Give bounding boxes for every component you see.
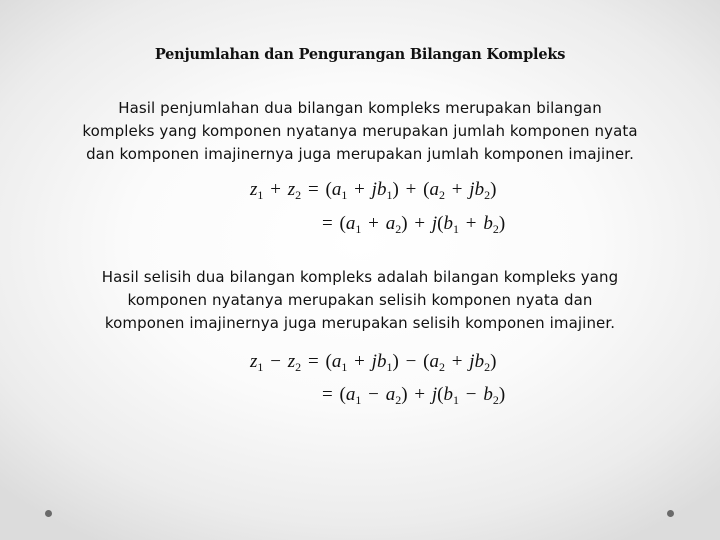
addition-equation-line-1: $z_1 + z_2 = (a_1 + jb_1) + (a_2 + jb_2)$: [250, 179, 497, 202]
addition-paragraph-line: kompleks yang komponen nyatanya merupakan jumlah komponen nyata: [82, 122, 638, 140]
addition-equation-line-2: = $(a_1 + a_2) + j(b_1 + b_2)$: [322, 213, 506, 236]
subtraction-paragraph-line: Hasil selisih dua bilangan kompleks adalah bilangan kompleks yang: [101, 268, 619, 286]
addition-paragraph: [40, 97, 680, 166]
nav-dot-right: [667, 510, 674, 517]
addition-paragraph-line: dan komponen imajinernya juga merupakan jumlah komponen imajiner.: [86, 145, 634, 163]
subtraction-paragraph: [40, 266, 680, 335]
subtraction-paragraph-line: komponen imajinernya juga merupakan selisih komponen imajiner.: [104, 314, 616, 332]
subtraction-paragraph-line: komponen nyatanya merupakan selisih komponen nyata dan: [127, 291, 593, 309]
slide-title: Penjumlahan dan Pengurangan Bilangan Kompleks: [154, 46, 566, 63]
nav-dot-left: [45, 510, 52, 517]
subtraction-equation-line-2: = $(a_1 - a_2) + j(b_1 - b_2)$: [322, 384, 506, 407]
addition-paragraph-line: Hasil penjumlahan dua bilangan kompleks merupakan bilangan: [118, 99, 602, 117]
subtraction-equation-line-1: $z_1 - z_2 = (a_1 + jb_1) - (a_2 + jb_2)$: [250, 351, 497, 374]
